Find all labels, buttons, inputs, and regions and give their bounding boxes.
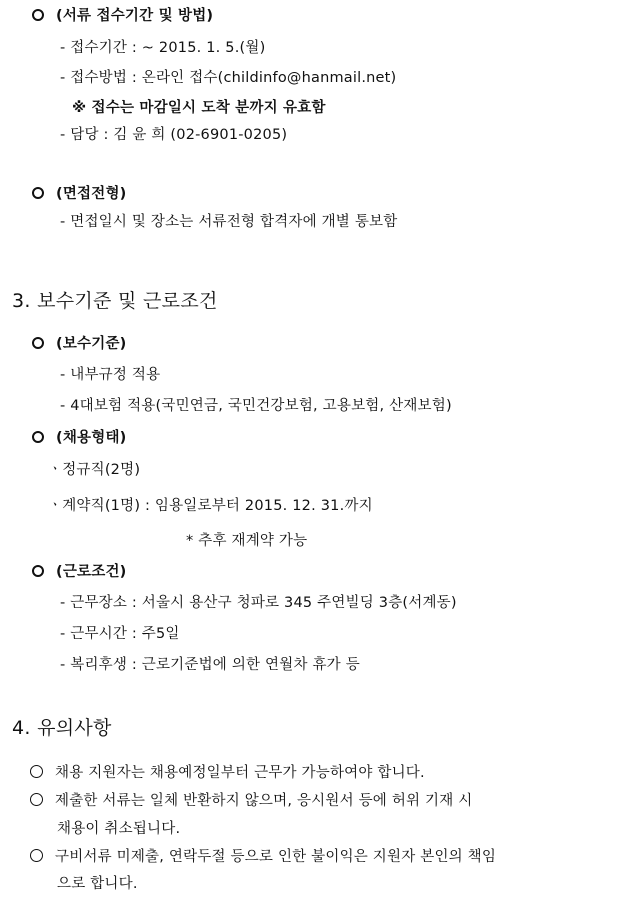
pay-title-text: (보수기준)	[56, 336, 127, 352]
circle-bullet-icon	[30, 793, 43, 806]
circle-bullet-icon	[32, 337, 44, 349]
notice-item-continuation: 으로 합니다.	[57, 876, 138, 892]
docs-title-text: (서류 접수기간 및 방법)	[56, 8, 214, 24]
interview-title-text: (면접전형)	[56, 186, 127, 202]
conditions-subsection-title	[32, 562, 126, 582]
conditions-item: - 근무시간 : 주5일	[60, 626, 180, 642]
interview-item: - 면접일시 및 장소는 서류전형 합격자에 개별 통보함	[60, 214, 398, 230]
docs-deadline-note: ※ 접수는 마감일시 도착 분까지 유효함	[72, 100, 326, 116]
pay-subsection-title	[32, 334, 126, 354]
circle-bullet-icon	[32, 431, 44, 443]
employment-subsection-title	[32, 428, 126, 448]
employment-title-text: (채용형태)	[56, 430, 127, 446]
pay-item: - 내부규정 적용	[60, 367, 161, 383]
notice-item	[30, 791, 472, 811]
employment-item: ㆍ계약직(1명) : 임용일로부터 2015. 12. 31.까지	[48, 498, 373, 514]
pay-item: - 4대보험 적용(국민연금, 국민건강보험, 고용보험, 산재보험)	[60, 398, 452, 414]
employment-item: ㆍ정규직(2명)	[48, 462, 141, 478]
notice-text: 채용 지원자는 채용예정일부터 근무가 가능하여야 합니다.	[55, 765, 425, 781]
docs-period-item: - 접수기간 : ~ 2015. 1. 5.(월)	[60, 40, 266, 56]
circle-bullet-icon	[32, 187, 44, 199]
circle-bullet-icon	[30, 849, 43, 862]
conditions-item: - 근무장소 : 서울시 용산구 청파로 345 주연빌딩 3층(서계동)	[60, 595, 457, 611]
employment-note: * 추후 재계약 가능	[186, 533, 308, 549]
notice-item-continuation: 채용이 취소됩니다.	[57, 821, 181, 837]
docs-method-item: - 접수방법 : 온라인 접수(childinfo@hanmail.net)	[60, 70, 397, 86]
docs-subsection-title	[32, 6, 213, 26]
notice-text: 구비서류 미제출, 연락두절 등으로 인한 불이익은 지원자 본인의 책임	[55, 849, 497, 865]
notice-item	[30, 763, 425, 783]
notice-item	[30, 847, 496, 867]
section4-heading: 4. 유의사항	[12, 717, 112, 739]
notice-text: 제출한 서류는 일체 반환하지 않으며, 응시원서 등에 허위 기재 시	[55, 793, 473, 809]
circle-bullet-icon	[30, 765, 43, 778]
docs-contact-item: - 담당 : 김 윤 희 (02-6901-0205)	[60, 127, 288, 143]
conditions-title-text: (근로조건)	[56, 564, 127, 580]
circle-bullet-icon	[32, 565, 44, 577]
circle-bullet-icon	[32, 9, 44, 21]
section3-heading: 3. 보수기준 및 근로조건	[12, 290, 218, 312]
interview-subsection-title	[32, 184, 126, 204]
conditions-item: - 복리후생 : 근로기준법에 의한 연월차 휴가 등	[60, 657, 360, 673]
